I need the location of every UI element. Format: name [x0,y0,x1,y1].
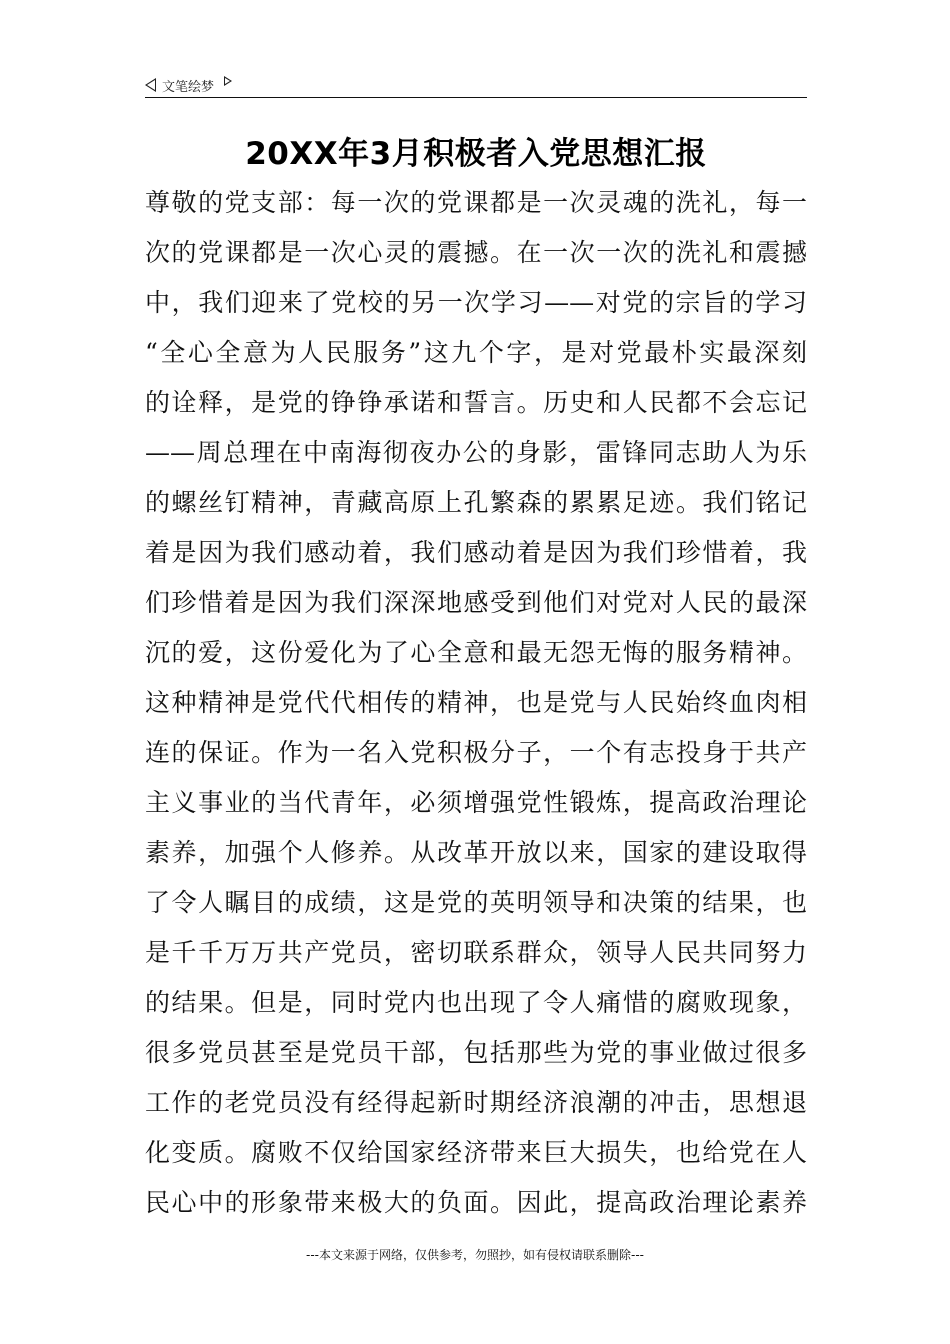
document-title: 20XX年3月积极者入党思想汇报 [245,136,707,172]
body-line: “全心全意为人民服务”这九个字，是对党最朴实最深刻 [145,338,807,367]
source-notice: ---本文来源于网络，仅供参考，勿照抄，如有侵权请联系删除--- [306,1248,644,1262]
body-line: 化变质。腐败不仅给国家经济带来巨大损失，也给党在人 [145,1138,807,1167]
body-line: 这种精神是党代代相传的精神，也是党与人民始终血肉相 [145,688,807,717]
document-header [145,74,807,96]
body-line: 们珍惜着是因为我们深深地感受到他们对党对人民的最深 [145,588,807,617]
body-line: 的诠释，是党的铮铮承诺和誓言。历史和人民都不会忘记 [145,388,807,417]
body-line: 很多党员甚至是党员干部，包括那些为党的事业做过很多 [145,1038,807,1067]
body-line: 次的党课都是一次心灵的震撼。在一次一次的洗礼和震撼 [145,238,807,267]
body-line: 工作的老党员没有经得起新时期经济浪潮的冲击，思想退 [145,1088,807,1117]
body-line: 沉的爱，这份爱化为了心全意和最无怨无悔的服务精神。 [145,638,807,667]
triangle-left-icon [145,78,156,92]
body-line: 民心中的形象带来极大的负面。因此，提高政治理论素养 [145,1188,807,1217]
header-divider [145,97,807,98]
body-line: 连的保证。作为一名入党积极分子，一个有志投身于共产 [145,738,807,767]
body-line: 素养，加强个人修养。从改革开放以来，国家的建设取得 [145,838,807,867]
body-line: 中，我们迎来了党校的另一次学习——对党的宗旨的学习 [145,288,807,317]
body-line: 的结果。但是，同时党内也出现了令人痛惜的腐败现象， [145,988,807,1017]
body-line: 的螺丝钉精神，青藏高原上孔繁森的累累足迹。我们铭记 [145,488,807,517]
body-line: ——周总理在中南海彻夜办公的身影，雷锋同志助人为乐 [145,438,807,467]
body-line: 着是因为我们感动着，我们感动着是因为我们珍惜着，我 [145,538,807,567]
body-line: 了令人瞩目的成绩，这是党的英明领导和决策的结果，也 [145,888,807,917]
body-line: 主义事业的当代青年，必须增强党性锻炼，提高政治理论 [145,788,807,817]
document-body [145,178,807,1228]
triangle-right-icon [224,76,232,86]
body-line: 是千千万万共产党员，密切联系群众，领导人民共同努力 [145,938,807,967]
header-brand: 文笔绘梦 [162,79,215,95]
body-line: 尊敬的党支部：每一次的党课都是一次灵魂的洗礼，每一 [145,188,807,217]
